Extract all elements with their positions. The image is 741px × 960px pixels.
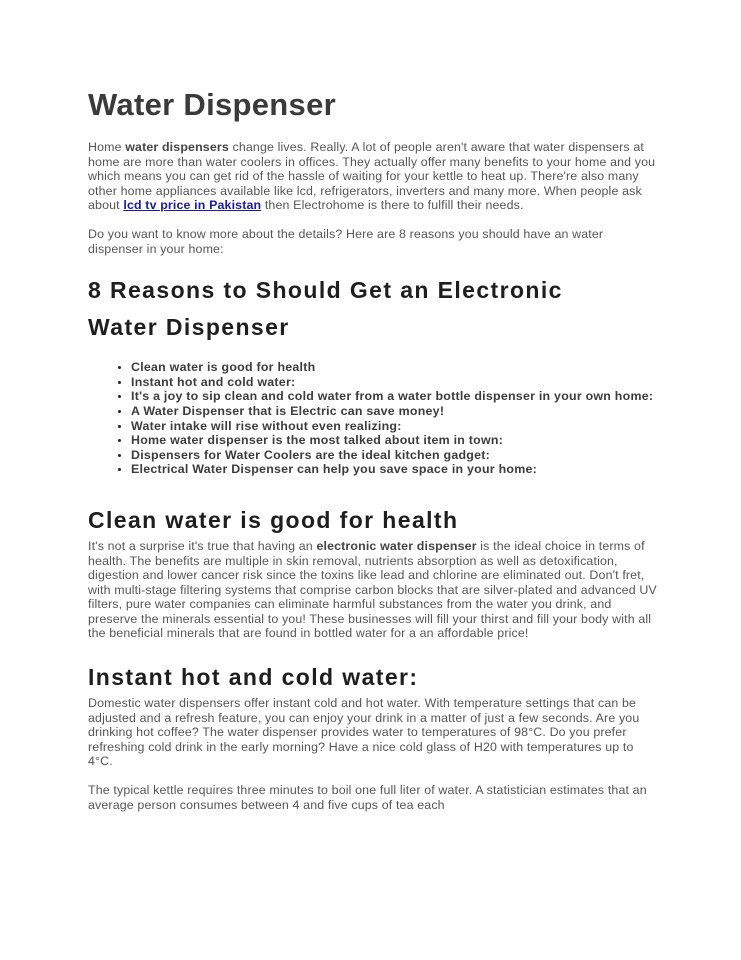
section-heading-hot-cold: Instant hot and cold water:	[88, 664, 419, 691]
list-item: • Clean water is good for health	[131, 360, 658, 375]
health-bold-term: electronic water dispenser	[316, 538, 477, 553]
list-item: • It's a joy to sip clean and cold water from a water bottle dispenser in your own home:	[131, 389, 658, 404]
list-item: • Dispensers for Water Coolers are the ideal kitchen gadget:	[131, 448, 658, 463]
lcd-price-link[interactable]: lcd tv price in Pakistan	[123, 198, 262, 213]
list-item: • Home water dispenser is the most talked about item in town:	[131, 433, 658, 448]
health-text-1: It's not a surprise it's true that having an	[88, 538, 317, 553]
hot-cold-paragraph: Domestic water dispensers offer instant cold and hot water. With temperature settings that can be adjusted and a refresh feature, you can enjoy your drink in a matter of just a few seconds. Are you drinking hot coffee? The water dispenser provides water to temperatures of 98°C. Do you prefer refreshing cold drink in the early morning? Have a nice cold glass of H20 with temperatures up to 4°C.	[88, 696, 640, 769]
health-paragraph	[88, 539, 658, 641]
list-item: • Electrical Water Dispenser can help you save space in your home:	[131, 462, 658, 477]
list-item: • A Water Dispenser that is Electric can save money!	[131, 404, 658, 419]
intro-paragraph	[88, 140, 658, 213]
intro-text-1: Home	[88, 140, 126, 154]
section-heading-reasons: 8 Reasons to Should Get an Electronic Water Dispenser	[88, 277, 563, 341]
reasons-list	[88, 360, 658, 477]
intro-paragraph-2: Do you want to know more about the details? Here are 8 reasons you should have an water dispenser in your home:	[88, 226, 604, 256]
intro-text-2: change lives. Really. A lot of people aren't aware that water dispensers at home are more than water coolers in offices. They actually offer many benefits to your home and you which means you can get rid of the hassle of waiting for your kettle to heat up. There're also many other home appliances available like lcd, refrigerators, inverters and many more. When people ask about	[88, 140, 656, 213]
intro-text-3: then Electrohome is there to fulfill their needs.	[261, 198, 524, 213]
intro-bold-term: water dispensers	[125, 140, 229, 154]
document-content	[88, 86, 658, 812]
kettle-paragraph: The typical kettle requires three minutes to boil one full liter of water. A statistician estimates that an average person consumes between 4 and five cups of tea each	[88, 783, 647, 812]
health-text-2: is the ideal choice in terms of health. The benefits are multiple in skin removal, nutrients absorption as well as detoxification, digestion and lower cancer risk since the toxins like lead and chlorine are eliminated out. Don't fret, with multi-stage filtering systems that comprise carbon blocks that are silver-plated and advanced UV filters, pure water companies can eliminate harmful substances from the water you drink, and preserve the minerals essential to you! These businesses will fill your thirst and fill your body with all the beneficial minerals that are found in bottled water for a an affordable price!	[88, 538, 657, 641]
section-heading-health: Clean water is good for health	[88, 506, 459, 533]
list-item: • Instant hot and cold water:	[131, 375, 658, 390]
page-title: Water Dispenser	[88, 87, 336, 122]
list-item: • Water intake will rise without even realizing:	[131, 419, 658, 434]
